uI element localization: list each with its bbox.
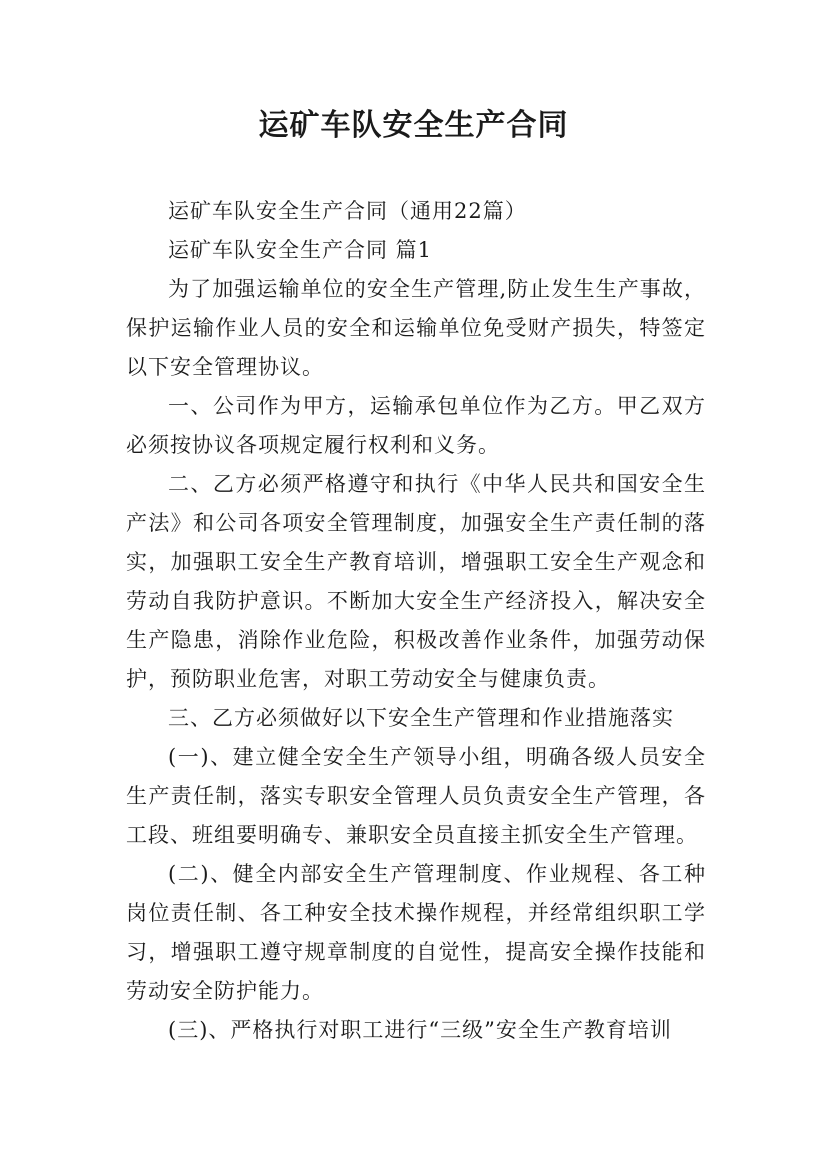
paragraph-subclause-1: (一)、建立健全安全生产领导小组，明确各级人员安全生产责任制，落实专职安全管理人员负责安全生产管理，各工段、班组要明确专、兼职安全员直接主抓安全生产管理。: [126, 745, 706, 847]
paragraph-subtitle: 运矿车队安全生产合同（通用22篇）: [168, 199, 527, 223]
paragraph-section-heading: 运矿车队安全生产合同 篇1: [168, 238, 433, 262]
paragraph-clause-3: 三、乙方必须做好以下安全生产管理和作业措施落实: [168, 706, 674, 730]
paragraph-subclause-3: (三)、严格执行对职工进行“三级”安全生产教育培训: [168, 1018, 672, 1042]
paragraph-subclause-2: (二)、健全内部安全生产管理制度、作业规程、各工种岗位责任制、各工种安全技术操作规程，并经常组织职工学习，增强职工遵守规章制度的自觉性，提高安全操作技能和劳动安全防护能力。: [126, 862, 706, 1003]
document-body: [126, 192, 706, 1050]
paragraph-clause-1: 一、公司作为甲方，运输承包单位作为乙方。甲乙双方必须按协议各项规定履行权利和义务。: [126, 394, 706, 457]
paragraph-clause-2: 二、乙方必须严格遵守和执行《中华人民共和国安全生产法》和公司各项安全管理制度，加强安全生产责任制的落实，加强职工安全生产教育培训，增强职工安全生产观念和劳动自我防护意识。不断加大安全生产经济投入，解决安全生产隐患，消除作业危险，积极改善作业条件，加强劳动保护，预防职业危害，对职工劳动安全与健康负责。: [126, 472, 706, 691]
document-title: 运矿车队安全生产合同: [258, 108, 569, 143]
paragraph-intro: 为了加强运输单位的安全生产管理,防止发生生产事故，保护运输作业人员的安全和运输单位免受财产损失，特签定以下安全管理协议。: [126, 277, 706, 379]
